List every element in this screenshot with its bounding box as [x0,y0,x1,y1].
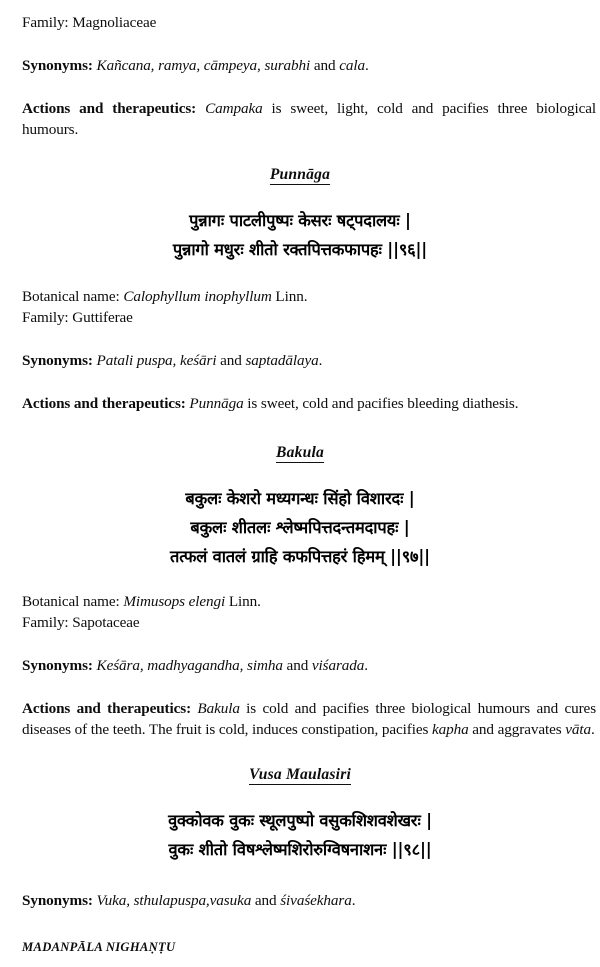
family-value: Sapotaceae [72,614,140,631]
family-label: Family: [22,14,69,31]
spacer [0,414,600,444]
spacer [0,184,600,206]
campaka-family-line [0,12,600,33]
bakula-verse-line-2: बकुलः शीतलः श्लेष्मपित्तदन्तमदापहः | [190,518,410,537]
spacer [0,864,600,890]
campaka-actions-line [0,98,600,140]
actions-label: Actions and therapeutics: [22,700,192,717]
family-value: Guttiferae [72,309,133,326]
punnaga-family-line [0,307,600,328]
bakula-actions-line [0,698,600,740]
family-label: Family: [22,309,69,326]
actions-label: Actions and therapeutics: [22,395,186,412]
punnaga-actions-line [0,393,600,414]
synonyms-end: . [351,892,356,909]
synonyms-last: cala [339,57,365,74]
synonyms-label: Synonyms: [22,657,93,674]
vusa-maulasiri-verse-line-2: वुकः शीतो विषश्लेष्मशिरोरुग्विषनाशनः ||९८|| [168,840,432,859]
section-heading-text: Punnāga [269,166,331,183]
synonyms-value: Patali puspa, keśāri [96,352,217,369]
synonyms-end: . [318,352,323,369]
section-heading-vusa-maulasiri [0,766,600,784]
punnaga-botanical-line [0,286,600,307]
page-footer: MADANPĀLA NIGHAṆṬU [22,940,176,954]
spacer [0,571,600,591]
bakula-verse-line-1: बकुलः केशरो मध्यगन्धः सिंहो विशारदः | [185,489,415,508]
vusa-maulasiri-verse-line-1: वुक्कोवक वुकः स्थूलपुष्पो वसुकशिशवशेखरः | [168,811,432,830]
synonyms-last: saptadālaya [245,352,319,369]
synonyms-end: . [364,57,369,74]
spacer [0,676,600,698]
bakula-verse-line-3: तत्फलं वातलं ग्राहि कफपित्तहरं हिमम् ||९७|| [170,547,430,566]
spacer [0,371,600,393]
section-heading-text: Bakula [276,444,324,461]
botanical-label: Botanical name: [22,288,120,305]
bakula-botanical-line [0,591,600,612]
punnaga-verse-line-1: पुन्नागः पाटलीपुष्पः केसरः षट्पदालयः | [189,211,411,230]
vusa-maulasiri-synonyms-line [0,890,600,911]
synonyms-value: Vuka, sthulapuspa,vasuka [96,892,252,909]
actions-text-c: . [591,721,595,738]
synonyms-label: Synonyms: [22,352,93,369]
punnaga-verse-line-2: पुन्नागो मधुरः शीतो रक्तपित्तकफापहः ||९६|| [172,240,428,259]
spacer [0,328,600,350]
bakula-synonyms-line [0,655,600,676]
synonyms-value: Keśāra, madhyagandha, simha [96,657,283,674]
punnaga-synonyms-line [0,350,600,371]
actions-label: Actions and therapeutics: [22,100,197,117]
actions-italic-vata: vāta [565,721,591,738]
spacer [0,740,600,766]
botanical-authority: Linn. [228,593,261,610]
synonyms-conjunction: and [310,57,340,74]
section-heading-bakula [0,444,600,462]
spacer [0,462,600,484]
spacer [0,264,600,286]
synonyms-label: Synonyms: [22,892,93,909]
spacer [0,33,600,55]
actions-text-b: and aggravates [468,721,566,738]
actions-text: is sweet, cold and pacifies bleeding diathesis. [243,395,519,412]
section-heading-punnaga [0,166,600,184]
botanical-label: Botanical name: [22,593,120,610]
spacer [0,76,600,98]
synonyms-last: śivaśekhara [280,892,352,909]
spacer [0,0,600,12]
actions-italic-kapha: kapha [431,721,469,738]
family-value: Magnoliaceae [72,14,157,31]
spacer [0,784,600,806]
synonyms-conjunction: and [282,657,312,674]
synonyms-last: viśarada [311,657,365,674]
family-label: Family: [22,614,69,631]
botanical-value: Mimusops elengi [123,593,226,610]
campaka-synonyms-line [0,55,600,76]
actions-subject: Campaka [205,100,263,117]
synonyms-end: . [364,657,368,674]
bakula-family-line [0,612,600,633]
botanical-value: Calophyllum inophyllum [123,288,272,305]
spacer [0,140,600,166]
actions-subject: Bakula [197,700,240,717]
section-heading-text: Vusa Maulasiri [248,766,352,783]
synonyms-value: Kañcana, ramya, cāmpeya, surabhi [96,57,311,74]
synonyms-conjunction: and [251,892,281,909]
synonyms-conjunction: and [216,352,246,369]
actions-subject: Punnāga [189,395,244,412]
actions-text: is sweet, light, cold and pacifies three biological humours. [22,100,597,138]
spacer [0,633,600,655]
actions-text-a: is cold and pacifies three biological humours and cures diseases of the teeth. The fruit is cold, induces constipation, pacifies [22,700,596,738]
synonyms-label: Synonyms: [22,57,93,74]
botanical-authority: Linn. [275,288,308,305]
